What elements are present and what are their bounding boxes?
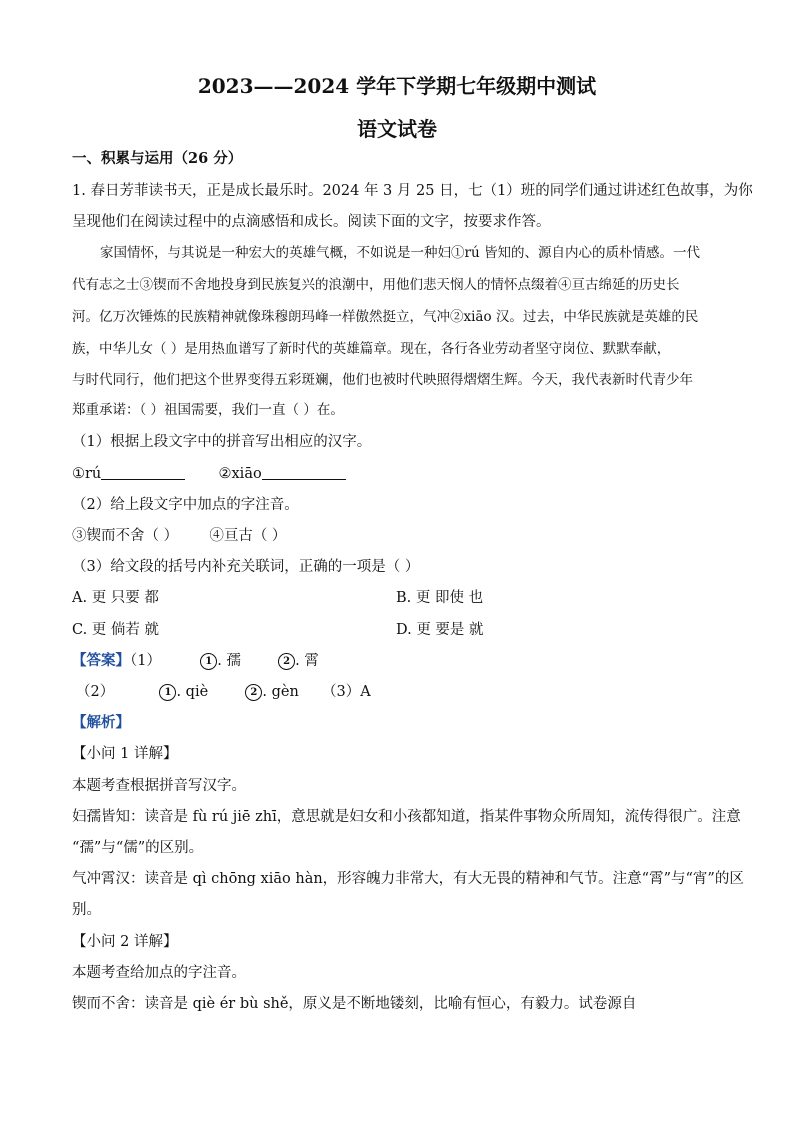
answer-2-2: . gèn (262, 684, 299, 700)
sub1-blank-a[interactable] (101, 465, 185, 480)
option-c[interactable]: C. 更 倘若 就 (72, 622, 160, 638)
question-stem-line2: 呈现他们在阅读过程中的点滴感悟和成长。阅读下面的文字，按要求作答。 (72, 214, 551, 230)
sub1-para2-line1: 气冲霄汉：读音是 qì chōng xiāo hàn，形容魄力非常大，有大无畏的精神和气节。注意“霄”与“宵”的区 (72, 871, 744, 887)
circled-number-1: 1 (200, 653, 217, 670)
circled-number-2b: 2 (245, 684, 262, 701)
section-heading: 一、积累与运用（26 分） (72, 150, 243, 167)
answer-prefix-2: （2） (76, 684, 115, 700)
sub1-para1-line1: 妇孺皆知：读音是 fù rú jiē zhī，意思就是妇女和小孩都知道，指某件事物众所周知，流传得很广。注意 (72, 809, 741, 825)
option-b[interactable]: B. 更 即使 也 (396, 590, 484, 606)
sub1-item-b: ②xiāo (218, 466, 262, 482)
answer-2-1: . qiè (176, 684, 209, 700)
answer-1-2: . 霄 (295, 653, 319, 669)
sub1-intro: 本题考查根据拼音写汉字。 (72, 778, 246, 794)
sub-question-1: （1）根据上段文字中的拼音写出相应的汉字。 (72, 434, 372, 450)
answer-row-2 (76, 682, 371, 702)
exam-subtitle: 语文试卷 (357, 117, 437, 141)
sub2-detail-title: 【小问 2 详解】 (72, 934, 178, 950)
sub1-item-a: ①rú (72, 466, 102, 482)
sub2-intro: 本题考查给加点的字注音。 (72, 965, 246, 981)
sub1-blank-b[interactable] (262, 465, 346, 480)
analysis-label: 【解析】 (72, 714, 130, 731)
passage-line-2: 代有志之士③锲而不舍地投身到民族复兴的浪潮中，用他们悲天悯人的情怀点缀着④亘古绵延的历史长 (72, 277, 680, 293)
sub2-para1: 锲而不舍：读音是 qiè ér bù shě，原义是不断地镂刻，比喻有恒心，有毅力。试卷源自 (72, 996, 637, 1012)
option-d[interactable]: D. 更 要是 就 (396, 622, 484, 638)
passage-line-3: 河。亿万次锤炼的民族精神就像珠穆朗玛峰一样傲然挺立，气冲②xiāo 汉。过去，中华民族就是英雄的民 (72, 309, 699, 325)
answer-row-1 (72, 651, 319, 671)
sub2-item-b: ④亘古（ ） (209, 528, 287, 544)
circled-number-2: 2 (278, 653, 295, 670)
sub1-para2-line2: 别。 (72, 902, 101, 918)
answer-3: （3）A (322, 684, 371, 700)
sub1-para1-line2: “孺”与“儒”的区别。 (72, 840, 204, 856)
sub2-item-a: ③锲而不舍（ ） (72, 528, 179, 544)
sub1-detail-title: 【小问 1 详解】 (72, 746, 178, 762)
sub1-answer-row (72, 464, 346, 484)
sub-question-3: （3）给文段的括号内补充关联词，正确的一项是（ ） (72, 559, 420, 575)
answer-prefix-1: （1） (130, 653, 161, 669)
question-stem-line1: 1. 春日芳菲读书天，正是成长最乐时。2024 年 3 月 25 日，七（1）班的同学们通过讲述红色故事，为你 (72, 183, 753, 199)
passage-line-1: 家国情怀，与其说是一种宏大的英雄气概，不如说是一种妇①rú 皆知的、源自内心的质朴情感。一代 (100, 245, 700, 261)
circled-number-1b: 1 (159, 684, 176, 701)
exam-title: 2023——2024 学年下学期七年级期中测试 (197, 74, 597, 98)
passage-line-5: 与时代同行，他们把这个世界变得五彩斑斓，他们也被时代映照得熠熠生辉。今天，我代表新时代青少年 (72, 372, 693, 388)
sub-question-2: （2）给上段文字中加点的字注音。 (72, 497, 299, 513)
answer-label: 【答案】 (72, 652, 130, 669)
sub2-answer-row (72, 526, 286, 546)
answer-1-1: . 孺 (217, 653, 241, 669)
passage-line-4: 族，中华儿女（ ）是用热血谱写了新时代的英雄篇章。现在，各行各业劳动者坚守岗位、默默奉献， (72, 341, 671, 357)
passage-line-6: 郑重承诺：（ ）祖国需要，我们一直（ ）在。 (72, 402, 344, 418)
option-a[interactable]: A. 更 只要 都 (72, 590, 159, 606)
